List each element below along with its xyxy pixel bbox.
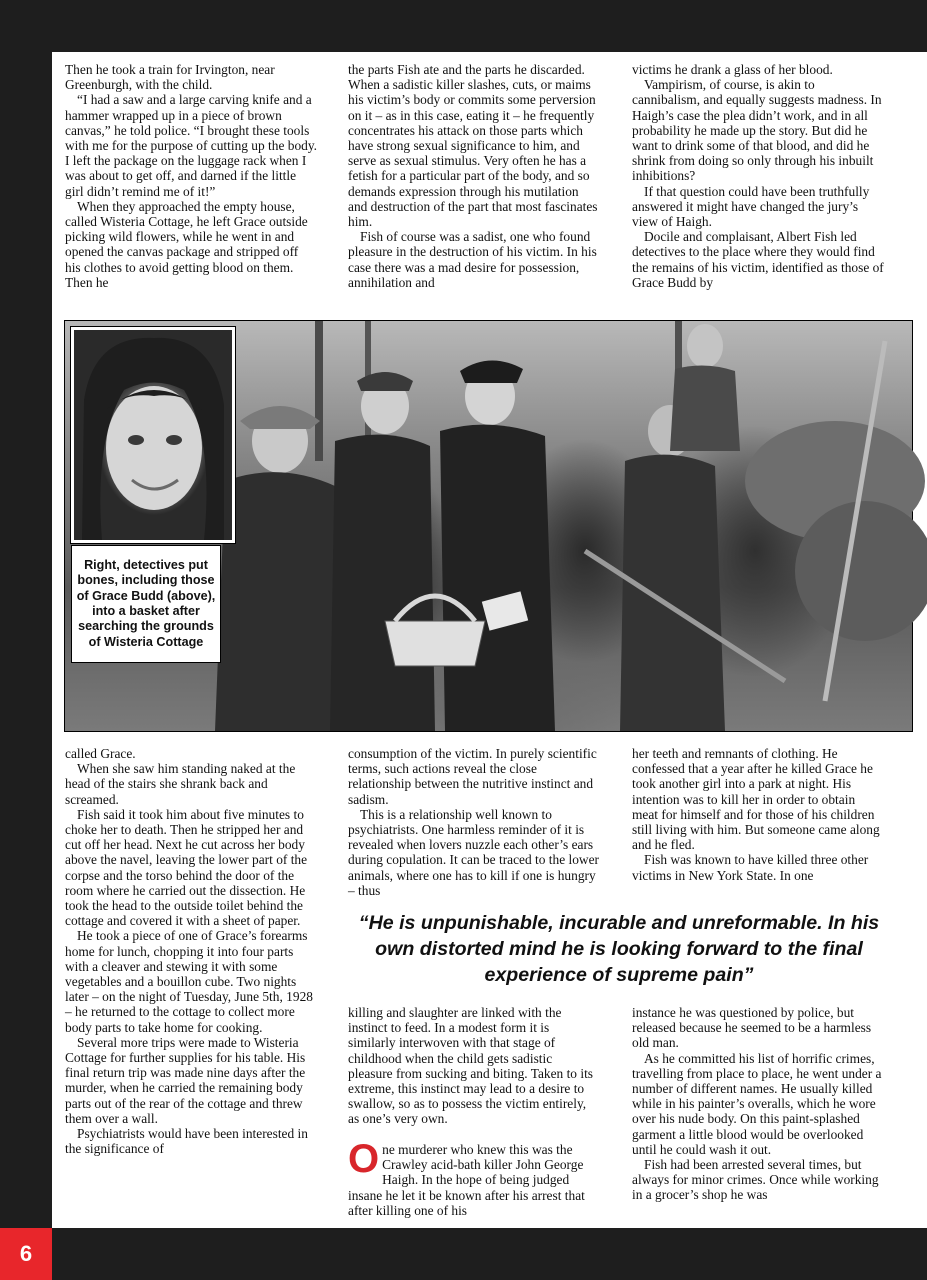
bystander-coat bbox=[670, 365, 740, 451]
detectives-photo bbox=[64, 320, 913, 732]
pull-quote: “He is unpunishable, incurable and unreformable. In his own distorted mind he is looking forward to the final experience of supreme pain” bbox=[358, 912, 880, 986]
paragraph: instance he was questioned by police, but released because he seemed to be a harmless old man. bbox=[632, 1005, 872, 1051]
left-eye bbox=[128, 435, 144, 445]
bottom-column-2-middle bbox=[348, 1005, 600, 1127]
paragraph: Fish had been arrested several times, but always for minor crimes. Once while working in a grocer’s shop he was bbox=[632, 1157, 879, 1203]
paragraph: Then he took a train for Irvington, near Greenburgh, with the child. bbox=[65, 62, 275, 93]
paragraph: her teeth and remnants of clothing. He confessed that a year after he killed Grace he took another girl into a park at night. His intention was to kill her in order to obtain meat for himself and for those of his children still living with him. But someone came along and he fled. bbox=[632, 746, 880, 853]
girl-portrait-illustration bbox=[74, 330, 232, 540]
top-column-3 bbox=[632, 62, 884, 307]
bottom-column-3-lower bbox=[632, 1005, 884, 1220]
right-eye bbox=[166, 435, 182, 445]
photo-caption bbox=[71, 545, 221, 663]
grace-budd-portrait bbox=[71, 327, 235, 543]
bystander-head bbox=[687, 324, 723, 368]
photo-caption-text: Right, detectives put bones, including those of Grace Budd (above), into a basket after searching the grounds of Wisteria Cottage bbox=[76, 557, 216, 649]
tree-trunk bbox=[315, 321, 323, 461]
paragraph: Fish of course was a sadist, one who found pleasure in the destruction of his victim. In his case there was a mad desire for possession, annihilation and bbox=[348, 229, 597, 290]
paragraph: Vampirism, of course, is akin to cannibalism, and equally suggests madness. In Haigh’s case the plea didn’t work, and in all probability he made up the story. But did he want to drink some of that blood, and did he shrink from doing so only through his inbuilt inhibitions? bbox=[632, 77, 882, 184]
detective-sweater bbox=[440, 425, 555, 731]
top-column-2 bbox=[348, 62, 600, 307]
police-cap bbox=[460, 360, 523, 383]
paragraph: killing and slaughter are linked with the instinct to feed. In a modest form it is similarly interwoven with that stage of childhood when the child gets sadistic pleasure from sucking and biting. Taken to its extreme, this instinct may lead to a desire to swallow, so as to possess the victim entirely, as one’s very own. bbox=[348, 1005, 594, 1127]
paragraph: Psychiatrists would have been interested in the significance of bbox=[65, 1126, 308, 1157]
paragraph: If that question could have been truthfully answered it might have changed the jury’s view of Haigh. bbox=[632, 183, 870, 230]
paragraph: As he committed his list of horrific crimes, travelling from place to place, he went under a number of different names. He usually killed while in his painter’s overalls, which he wore over his nude body. On this paint-splashed garment a little blood would be overlooked until he could wash it out. bbox=[632, 1050, 882, 1157]
paragraph: Fish said it took him about five minutes to choke her to death. Then he stripped her and cut off her head. Next he cut across her body above the navel, leaving the lower part of the corpse and the torso behind the door of the room where he carried out the dissection. He took the head to the outside toilet behind the cottage and covered it with a sheet of paper. bbox=[65, 806, 308, 929]
paragraph: When they approached the empty house, called Wisteria Cottage, he left Grace outside picking wild flowers, while he went in and opened the canvas package and stripped off his clothes to avoid getting blood on them. Then he bbox=[65, 198, 308, 290]
page-number: 6 bbox=[0, 1228, 52, 1280]
paragraph: Fish was known to have killed three other victims in New York State. In one bbox=[632, 852, 869, 883]
paragraph bbox=[348, 1137, 600, 1218]
paragraph: Several more trips were made to Wisteria Cottage for further supplies for his table. His final return trip was made nine days after the murder, when he carried the remaining body parts out of the rear of the cottage and threw them over a wall. bbox=[65, 1034, 306, 1126]
paragraph: consumption of the victim. In purely scientific terms, such actions reveal the close relationship between the nutritive instinct and sadism. bbox=[348, 746, 597, 807]
wicker-basket bbox=[385, 621, 485, 666]
fedora-hat bbox=[240, 406, 320, 429]
paragraph: He took a piece of one of Grace’s forearms home for lunch, chopping it into four parts with a cleaver and stewing it with some vegetables and a bouillon cube. Two nights later – on the night of Tuesday, June 5th, 1928 – he returned to the cottage to collect more body parts to take home for cooking. bbox=[65, 928, 313, 1035]
paragraph: victims he drank a glass of her blood. bbox=[632, 62, 833, 77]
paragraph: Docile and complaisant, Albert Fish led detectives to the place where they would find the remains of his victim, identified as those of Grace Budd by bbox=[632, 229, 884, 290]
paragraph: When she saw him standing naked at the head of the stairs she shrank back and screamed. bbox=[65, 761, 296, 807]
article-page bbox=[52, 52, 927, 1228]
top-column-1 bbox=[65, 62, 317, 307]
face bbox=[106, 386, 202, 510]
bottom-column-2-lower bbox=[348, 1137, 600, 1222]
drop-cap: O bbox=[348, 1137, 380, 1181]
bottom-column-2-upper bbox=[348, 746, 600, 896]
paragraph: called Grace. bbox=[65, 746, 136, 761]
detective-jacket bbox=[330, 435, 435, 731]
paragraph: “I had a saw and a large carving knife and a hammer wrapped up in a piece of brown canvas,” he told police. “I brought these tools with me for the purpose of cutting up the body. I left the package on the luggage rack when I was about to get off, and darned if the little girl didn’t remind me of it!” bbox=[65, 92, 318, 199]
paragraph: the parts Fish ate and the parts he discarded. When a sadistic killer slashes, cuts, or maims his victim’s body or commits some perversion on it – as in this case, eating it – he frequently concentrates his attack on those parts which have strong sexual significance to him, and serve as sexual stimulus. Very often he has a fetish for a particular part of the body, and so demands expression through his mutilation and destruction of the part that most fascinates him. bbox=[348, 62, 598, 230]
bottom-column-3-upper bbox=[632, 746, 884, 896]
paragraph: This is a relationship well known to psychiatrists. One harmless reminder of it is revealed when lovers nuzzle each other’s ears during copulation. It can be traced to the lower animals, where one has to kill if one is hungry – thus bbox=[348, 806, 599, 898]
paragraph-text: ne murderer who knew this was the Crawley acid-bath killer John George Haigh. In the hope of being judged insane he let it be known after his arrest that after killing one of his bbox=[348, 1142, 585, 1218]
detective-coat bbox=[620, 455, 725, 731]
bottom-column-1 bbox=[65, 746, 317, 1216]
